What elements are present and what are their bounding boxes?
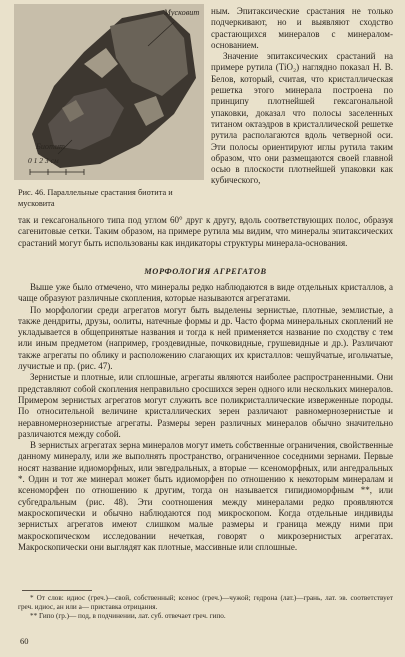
paragraph: В зернистых агрегатах зерна минералов могут иметь собственные ограничения, свойственные данному минералу, или же выполнять пространство, ограниченное соседними зернами. Первые носят название идиоморфных, или эвгедральных, а вторые — ксеноморфных, или ангедральных *. Один и тот же минерал может быть идиоморфен по отношению к некоторым минералам и ксеноморфен по отношению к другим, тогда он называется гипидиоморфным **, или субгедральным (рис. 48). Эти соотношения между минералами редко проявляются макроскопически и обычно наблюдаются под микроскопом. Когда отдельные индивиды зернистых агрегатов имеют слишком малые размеры и граница между ними при макроскопическом исследовании нечеткая, говорят о микрозернистых агрегатах. Макроскопически они выглядят как плотные, массивные или сплошные.	[18, 440, 393, 552]
scale-label: 0 1 2 3 см	[28, 156, 59, 165]
label-biotite: Биотит	[36, 142, 65, 151]
right-column-text	[211, 6, 393, 187]
mineral-photo	[14, 4, 204, 180]
footnote: ** Гипо (гр.)— под, в подчинении, лат. суб. отвечает греч. гипо.	[30, 612, 226, 621]
footnote-divider	[22, 590, 92, 591]
figure-46	[14, 4, 204, 180]
paragraph: По морфологии среди агрегатов могут быть выделены зернистые, плотные, землистые, а также дендриты, друзы, оолиты, натечные формы и др. Часто форма минеральных скоплений не укладывается в общепринятые названия и тогда к ней применяется название по сходству с тем или иным предметом (например, гроздевидные, почковидные, грушевидные и др.). Различают также агрегаты по облику и расположению слагающих их кристаллов: чешуйчатые, игольчатые, лучистые и пр. (рис. 47).	[18, 304, 393, 372]
continuation-text	[18, 215, 393, 249]
footnotes	[18, 594, 393, 622]
paragraph: Значение эпитаксических срастаний на примере рутила (TiO₂) наглядно показал Н. В. Белов, который, считая, что кристаллическая решетка этого минерала построена по принципу плотнейшей гексагональной упаковки, доказал что полосы заселенных титаном октаэдров в кристаллической решетке рутила располагаются вдоль четверной оси. Эти полосы ориентируют иглы рутила таким образом, что они размещаются своей главной осью в плоскости плотнейшей упаковки как кубического,	[211, 51, 393, 186]
main-text	[18, 282, 393, 553]
paragraph: ным. Эпитаксические срастания не только подчеркивают, но и выявляют сходство срастающихся минералов с минералом-основанием.	[211, 6, 393, 50]
paragraph: Выше уже было отмечено, что минералы редко наблюдаются в виде отдельных кристаллов, а чаще образуют различные скопления, которые называются агрегатами.	[18, 282, 393, 304]
section-heading: МОРФОЛОГИЯ АГРЕГАТОВ	[144, 267, 267, 276]
footnote: * От слов: идиос (греч.)—свой, собственный; ксенос (греч.)—чужой; гедрона (лат.)—грань, лат. эв. соответствует греч. идиос, ан или а— приставка отрицания.	[18, 594, 393, 612]
paragraph: Зернистые и плотные, или сплошные, агрегаты являются наиболее распространенными. Они представляют собой скопления неправильно сросшихся зерен одного или нескольких минералов. Примером зернистых агрегатов могут служить все поликристаллические изверженные породы. По относительной величине кристаллических зерен различают равномернозернистые и неравномернозернистые агрегаты. Размеры зерен различных минералов обычно значительно различаются между собой.	[18, 372, 393, 439]
page-number: 60	[20, 636, 29, 646]
label-muscovite: Мусковит	[164, 8, 200, 17]
figure-caption: Рис. 46. Параллельные срастания биотита и мусковита	[18, 188, 173, 208]
paragraph: так и гексагонального типа под углом 60° друг к другу, вдоль соответствующих полос, образуя сагенитовые сетки. Таким образом, на примере рутила мы видим, что минералы эпитаксических срастаний могут быть использованы как индикаторы структуры минерала-основания.	[18, 215, 393, 248]
